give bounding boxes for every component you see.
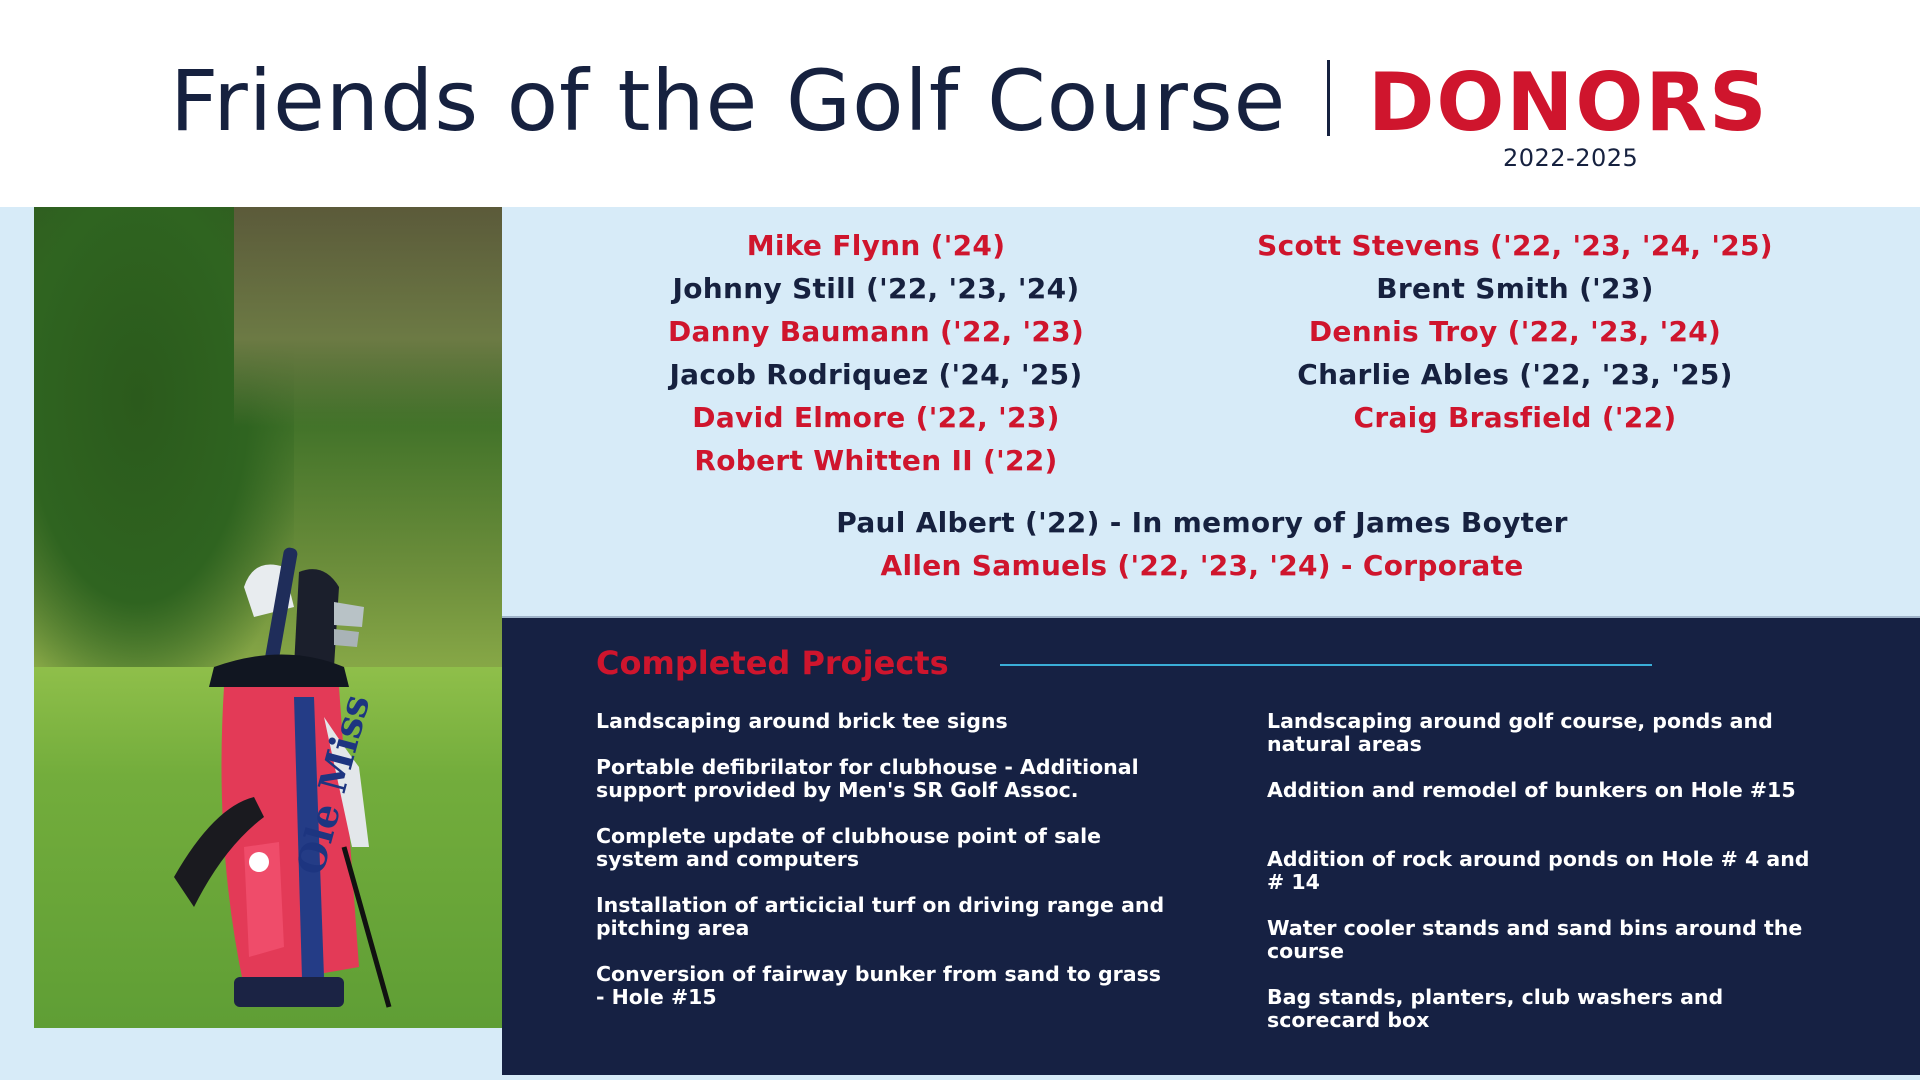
donor-name: Craig Brasfield ('22) — [1353, 401, 1677, 434]
project-item: Installation of articicial turf on driving range and pitching area — [596, 893, 1165, 940]
project-item: Addition of rock around ponds on Hole # 4 and # 14 — [1267, 847, 1810, 894]
bottom-strip — [0, 1075, 1920, 1080]
year-range: 2022-2025 — [1503, 144, 1639, 172]
project-item: Portable defibrilator for clubhouse - Additional support provided by Men's SR Golf Assoc. — [596, 755, 1139, 802]
donor-name: Danny Baumann ('22, '23) — [667, 315, 1085, 348]
project-item: Bag stands, planters, club washers and scorecard box — [1267, 985, 1724, 1032]
golf-bag-photo — [34, 207, 502, 1028]
photo-background-blur — [234, 207, 502, 427]
donor-name: Robert Whitten II ('22) — [694, 444, 1058, 477]
projects-title: Completed Projects — [596, 644, 949, 682]
project-item: Addition and remodel of bunkers on Hole #15 — [1267, 778, 1796, 802]
donor-name: Brent Smith ('23) — [1376, 272, 1654, 305]
donor-name: Johnny Still ('22, '23, '24) — [672, 272, 1080, 305]
donor-name: Scott Stevens ('22, '23, '24, '25) — [1257, 229, 1773, 262]
donor-corporate: Allen Samuels ('22, '23, '24) - Corporate — [880, 549, 1524, 582]
donor-name: David Elmore ('22, '23) — [692, 401, 1060, 434]
project-item: Conversion of fairway bunker from sand to grass - Hole #15 — [596, 962, 1162, 1009]
project-item: Water cooler stands and sand bins around the course — [1267, 916, 1803, 963]
project-item: Landscaping around brick tee signs — [596, 709, 1008, 733]
project-item: Landscaping around golf course, ponds and natural areas — [1267, 709, 1773, 756]
donors-heading: DONORS — [1368, 56, 1769, 149]
projects-divider — [1000, 664, 1652, 666]
title-divider — [1327, 60, 1330, 136]
donor-name: Jacob Rodriquez ('24, '25) — [669, 358, 1083, 391]
donor-memorial: Paul Albert ('22) - In memory of James Boyter — [836, 506, 1568, 539]
donor-name: Charlie Ables ('22, '23, '25) — [1297, 358, 1733, 391]
donor-name: Dennis Troy ('22, '23, '24) — [1308, 315, 1722, 348]
completed-projects-panel — [502, 616, 1920, 1075]
donor-name: Mike Flynn ('24) — [746, 229, 1006, 262]
project-item: Complete update of clubhouse point of sale system and computers — [596, 824, 1102, 871]
golf-bag-icon — [174, 547, 394, 1027]
page-title: Friends of the Golf Course — [170, 52, 1287, 150]
svg-text:Ole Miss: Ole Miss — [287, 689, 379, 880]
header — [0, 0, 1920, 207]
